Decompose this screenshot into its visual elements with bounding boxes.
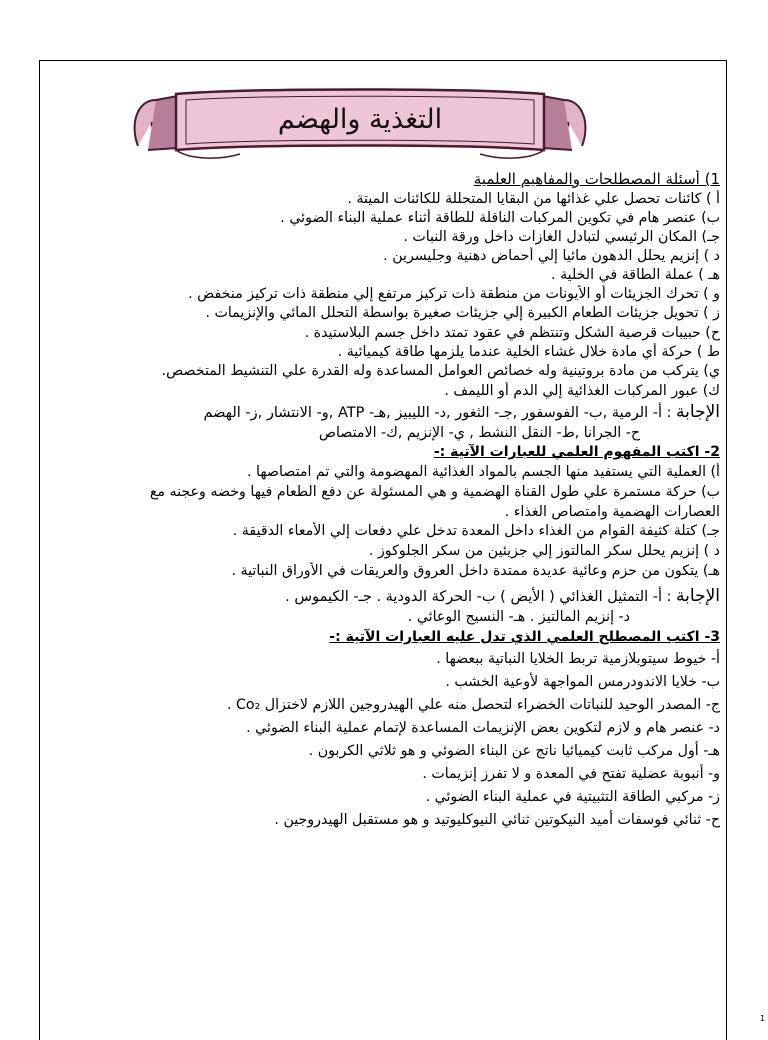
worksheet-content	[44, 170, 720, 832]
list-item: ط ) حركة أي مادة خلال غشاء الخلية عندما يلزمها طاقة كيميائية .	[337, 344, 720, 361]
list-item: ب) عنصر هام في تكوين المركبات الناقلة للطاقة أثناء عملية البناء الضوئي .	[280, 209, 720, 226]
list-item: جـ) المكان الرئيسي لتبادل الغازات داخل ورقة النبات .	[403, 228, 720, 245]
list-item: و ) تحرك الجزيئات أو الأيونات من منطقة ذات تركيز مرتفع إلي منطقة ذات تركيز منخفض .	[188, 286, 720, 303]
section2-answer	[44, 585, 720, 608]
list-item: أ) العملية التي يستفيد منها الجسم بالمواد الغذائية المهضومة والتي تم امتصاصها .	[247, 464, 720, 481]
answer-label: الإجابة	[676, 586, 720, 607]
list-item: هـ- أول مركب ثابت كيميائيا ناتج عن البناء الضوئي و هو ثلاثي الكربون .	[308, 742, 720, 759]
section1-answer-continued: ح- الجرانا ,ط- النقل النشط , ي- الإنزيم ,ك- الامتصاص	[318, 424, 640, 441]
section2-answer-continued: د- إنزيم المالتيز . هـ- النسيج الوعائي .	[407, 609, 630, 626]
list-item: أ ) كائنات تحصل علي غذائها من البقايا المتحللة للكائنات الميتة .	[347, 190, 720, 207]
section1-answer	[44, 401, 720, 424]
answer-label: الإجابة	[676, 401, 720, 422]
list-item: ح- ثنائي فوسفات أميد النيكوتين ثنائي النيوكليوتيد و هو مستقبل الهيدروجين .	[274, 811, 720, 828]
section3-heading: 3- اكتب المصطلح العلمي الذي تدل عليه العبارات الآتية :-	[329, 628, 720, 645]
list-item: د- عنصر هام و لازم لتكوين بعض الإنزيمات المساعدة لإتمام عملية البناء الضوئي .	[246, 719, 720, 736]
list-item: ج- المصدر الوحيد للنباتات الخضراء لتحصل منه علي الهيدروجين اللازم لاختزال Co₂ .	[226, 696, 720, 713]
list-item: أ- خيوط سيتوبلازمية تربط الخلايا النباتية ببعضها .	[436, 650, 720, 667]
list-item: د ) إنزيم يحلل الدهون مائيا إلي أحماض دهنية وجليسرين .	[383, 248, 720, 265]
page-number: 1	[760, 1014, 766, 1023]
list-item: ح) حبيبات قرصية الشكل وتنتظم في عقود تمتد داخل جسم البلاستيدة .	[304, 325, 720, 342]
list-item: ز ) تحويل جزيئات الطعام الكبيرة إلي جزيئات صغيرة بواسطة التحلل المائي والإنزيمات .	[205, 305, 720, 322]
list-item: د ) إنزيم يحلل سكر المالتوز إلي جزيئين من سكر الجلوكوز .	[368, 542, 720, 559]
section2-heading: 2- اكتب المفهوم العلمي للعبارات الآتية :-	[433, 444, 720, 461]
list-item: ب- خلايا الاندودرمس المواجهة لأوعية الخشب .	[445, 673, 720, 690]
title-banner	[130, 86, 590, 164]
answer-text: : أ- التمثيل الغذائي ( الأيض ) ب- الحركة الدودية . جـ- الكيموس .	[285, 589, 672, 606]
list-item: هـ ) عملة الطاقة في الخلية .	[551, 267, 720, 284]
list-item: و- أنبوبة عضلية تفتح في المعدة و لا تفرز إنزيمات .	[422, 765, 720, 782]
answer-text: : أ- الرمية ,ب- الفوسفور ,جـ- الثغور ,د- الليبيز ,هـ- ATP ,و- الانتشار ,ز- الهضم	[203, 404, 672, 421]
list-item: ز- مركبي الطاقة التثبيتية في عملية البناء الضوئي .	[425, 788, 720, 805]
list-item: جـ) كتلة كثيفة القوام من الغذاء داخل المعدة تدخل علي دفعات إلي الأمعاء الدقيقة .	[232, 523, 720, 540]
list-item: العصارات الهضمية وامتصاص الغذاء .	[504, 503, 720, 520]
list-item: ك) عبور المركبات الغذائية إلي الدم أو الليمف .	[444, 382, 720, 399]
page-title: التغذية والهضم	[277, 103, 443, 135]
list-item: ي) يتركب من مادة بروتينية وله خصائص العوامل المساعدة وله القدرة علي التنشيط المتخصص.	[161, 363, 720, 380]
list-item: ب) حركة مستمرة علي طول القناة الهضمية و هي المسئولة عن دفع الطعام فيها وخضه وعجنه مع	[149, 483, 720, 500]
section1-heading: 1) أسئلة المصطلحات والمفاهيم العلمية	[473, 170, 720, 188]
list-item: هـ) يتكون من حزم وعائية عديدة ممتدة داخل العروق والعريقات في الأوراق النباتية .	[231, 562, 720, 579]
